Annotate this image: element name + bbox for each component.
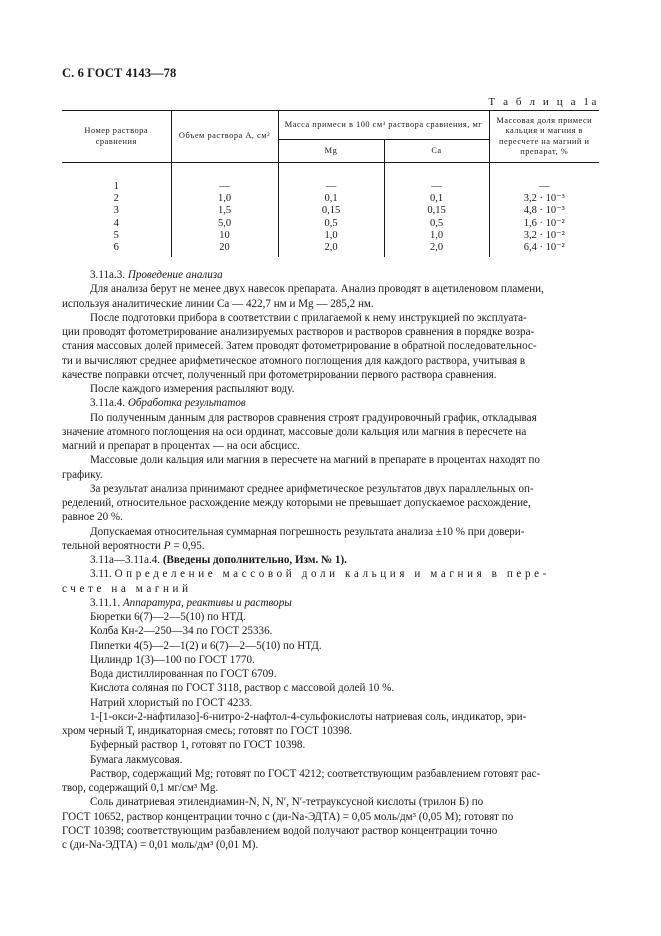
table-cell: — [489,163,599,194]
paragraph: Для анализа берут не менее двух навесок препарата. Анализ проводят в ацетиленовом пламени, [90,283,544,296]
table-cell: 2,0 [384,242,489,257]
list-item: Раствор, содержащий Mg; готовят по ГОСТ 4212; соответствующим разбавлением готовят рас- [90,767,541,780]
list-item: Пипетки 4(5)—2—1(2) и 6(7)—2—5(10) по НТД. [90,639,322,652]
col-header-ca: Ca [384,140,489,163]
paragraph-line: магний и препарат в процентах — на оси абсцисс. [62,440,300,452]
table-cell: 0,1 [278,193,384,205]
table-cell: — [278,163,384,194]
table-row [62,193,599,205]
table-cell: 10 [171,230,278,242]
table-cell: 1,0 [384,230,489,242]
table-label: Т а б л и ц а 1а [488,96,599,108]
table-cell: 3,2 · 10⁻² [489,230,599,242]
paragraph-line: ции проводят фотометрирование анализируемых растворов и растворов сравнения в порядке возра- [62,326,535,338]
table-cell: 1,6 · 10⁻² [489,218,599,230]
list-item-line: ГОСТ 10652, раствор концентрации точно с (ди-Na-ЭДТА) = 0,05 моль/дм³ (0,05 М); готовят по [62,810,514,823]
reference-solutions-table [62,110,599,257]
paragraph-line: значение атомного поглощения на оси ординат, массовые доли кальция или магния в пересчете на [62,425,527,438]
section-heading: 3.11.1. Аппаратура, реактивы и растворы [90,596,292,609]
paragraph: За результат анализа принимают среднее арифметическое результатов двух параллельных оп- [90,482,534,495]
paragraph-line: тельной вероятности P = 0,95. [62,539,205,552]
page-header: С. 6 ГОСТ 4143—78 [62,66,177,80]
paragraph-line: ределений, относительное расхождение между которыми не превышает допускаемое расхождение, [62,497,531,509]
paragraph-line: стания массовых долей примесей. Затем проводят фотометрирование в обратной последовательнос- [62,340,537,353]
list-item: 1-[1-окси-2-нафтилазо]-6-нитро-2-нафтол-4-сульфокислоты натриевая соль, индикатор, эри- [90,710,527,723]
list-item: Вода дистиллированная по ГОСТ 6709. [90,668,277,680]
table-cell: 0,15 [384,205,489,217]
table-row [62,242,599,257]
paragraph-line: графику. [62,468,103,481]
paragraph: Допускаемая относительная суммарная погрешность результата анализа ±10 % при довери- [90,525,525,538]
section-heading: 3.11. Определение массовой доли кальция и магния в пере- [90,568,550,581]
table-row [62,230,599,242]
list-item: Кислота соляная по ГОСТ 3118, раствор с массовой долей 10 %. [90,682,395,695]
table-cell: 3 [113,205,119,217]
col-header-mg: Mg [278,140,384,163]
table-cell: 0,5 [278,218,384,230]
table-row [62,205,599,217]
table-row [62,218,599,230]
table-cell: 2,0 [278,242,384,257]
list-item-line: хром черный Т, индикаторная смесь; готовят по ГОСТ 10398. [62,725,353,737]
table-cell: 1,0 [278,230,384,242]
section-heading-line: счете на магний [62,582,192,595]
table-cell: 1 [113,181,119,192]
paragraph-line: равное 20 %. [62,511,123,524]
table-cell: 2 [113,193,119,205]
list-item: Цилиндр 1(3)—100 по ГОСТ 1770. [90,653,255,666]
table-cell: — [171,163,278,194]
list-item: Натрий хлористый по ГОСТ 4233. [90,696,253,709]
table-cell: 6 [113,242,119,254]
body-text [62,268,599,852]
list-item-line: твор, содержащий 0,1 мг/см³ Mg. [62,782,219,794]
col-header-mass-group: Масса примеси в 100 см³ раствора сравнения, мг [278,111,489,140]
paragraph-line: качестве поправки отсчет, полученный при фотометрировании первого раствора сравнения. [62,368,497,381]
table-cell: 0,1 [384,193,489,205]
table-cell: 0,15 [278,205,384,217]
list-item: Колба Кн-2—250—34 по ГОСТ 25336. [90,625,273,638]
table-cell: 20 [171,242,278,257]
col-header-fraction: Массовая доля примеси кальция и магния в пересчете на магний и препарат, % [489,111,599,163]
amendment-note: 3.11а—3.11а.4. (Введены дополнительно, Изм. № 1). [90,554,347,566]
table-cell: 1,0 [171,193,278,205]
table-cell: 6,4 · 10⁻² [489,242,599,257]
table-cell: 5 [113,229,119,241]
list-item-line: с (ди-Na-ЭДТА) = 0,01 моль/дм³ (0,01 М). [62,839,259,851]
list-item: Бюретки 6(7)—2—5(10) по НТД. [90,611,246,623]
table-cell: 3,2 · 10⁻³ [489,193,599,205]
paragraph: Массовые доли кальция или магния в пересчете на магний в препарате в процентах находят по [90,454,540,467]
col-header-volume: Объем раствора А, см² [171,111,278,163]
section-heading: 3.11а.4. Обработка результатов [90,397,246,410]
table-cell: 4 [113,217,119,229]
list-item: Соль динатриевая этилендиамин-N, N, N′, N′-тетрауксусной кислоты (трилон Б) по [90,796,484,809]
paragraph: По полученным данным для растворов сравнения строят градуировочный график, откладывая [90,411,537,424]
table-cell: — [384,163,489,194]
section-heading: 3.11а.3. Проведение анализа [90,269,223,281]
paragraph: После каждого измерения распыляют воду. [90,383,295,395]
paragraph: После подготовки прибора в соответствии с прилагаемой к нему инструкцией по эксплуата- [90,311,527,324]
table-cell: 4,8 · 10⁻³ [489,205,599,217]
table-cell: 1,5 [171,205,278,217]
paragraph-line: ти и вычисляют среднее арифметическое атомного поглощения для каждого раствора, учитывая в [62,354,526,367]
list-item: Бумага лакмусовая. [90,753,183,766]
list-item: Буферный раствор 1, готовят по ГОСТ 10398. [90,739,306,752]
table-cell: 5,0 [171,218,278,230]
table-cell: 0,5 [384,218,489,230]
list-item-line: ГОСТ 10398; соответствующим разбавлением водой получают раствор концентрации точно [62,824,498,837]
col-header-number: Номер раствора сравнения [62,111,171,163]
paragraph-line: используя аналитические линии Ca — 422,7 нм и Mg — 285,2 нм. [62,297,374,310]
table-row [62,163,599,194]
